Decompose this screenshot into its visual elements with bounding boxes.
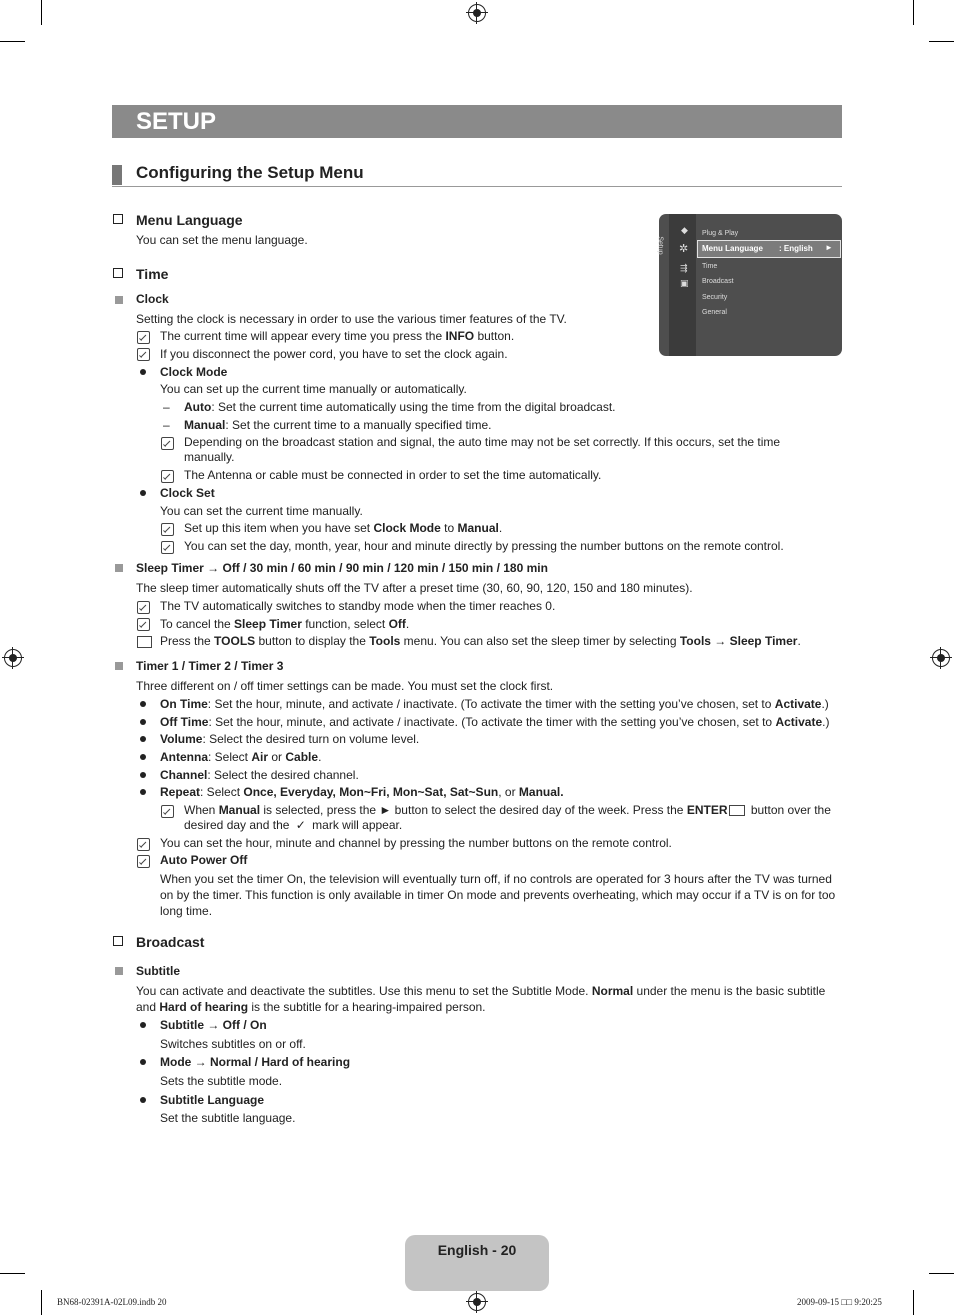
tv-menu-selected-value: : English [779,244,813,253]
clock-desc: Setting the clock is necessary in order to use the various timer features of the TV. [136,312,567,326]
registration-mark-icon [468,1293,486,1311]
clock-note-1: The current time will appear every time you press the INFO button. [160,329,515,343]
note-icon [161,523,174,536]
bullet-dot-icon [140,369,146,375]
subtitle-item-1-desc: Switches subtitles on or off. [160,1037,306,1051]
clock-note-2: If you disconnect the power cord, you have to set the clock again. [160,347,508,361]
subtitle-item-2-desc: Sets the subtitle mode. [160,1074,283,1088]
clock-mode-heading: Clock Mode [160,365,228,379]
sleep-timer-desc: The sleep timer automatically shuts off the TV after a preset time (30, 60, 90, 120, 150 and 180 minutes). [136,581,693,595]
timer-volume: Volume: Select the desired turn on volume level. [160,732,420,746]
clock-heading: Clock [136,292,169,306]
registration-mark-icon [468,4,486,22]
picture-icon: ◆ [681,225,688,235]
bullet-dot-icon [140,772,146,778]
print-date: 2009-09-15 □□ 9:20:25 [797,1297,882,1307]
tv-menu-item: Time [702,263,718,270]
bullet-dot-icon [140,490,146,496]
timers-desc: Three different on / off timer settings can be made. You must set the clock first. [136,679,554,693]
timers-note-numbers: You can set the hour, minute and channel by pressing the number buttons on the remote control. [160,836,672,850]
clock-set-note-2: You can set the day, month, year, hour and minute directly by pressing the number buttons on the remote control. [184,539,784,553]
subtitle-item-3-heading: Subtitle Language [160,1093,265,1107]
bullet-dot-icon [140,1097,146,1103]
subtitle-item-3-desc: Set the subtitle language. [160,1111,296,1125]
note-icon [137,838,150,851]
crop-mark [929,41,954,42]
clock-set-note-1: Set up this item when you have set Clock Mode to Manual. [184,521,503,535]
section-marker [112,165,122,185]
bullet-dot-icon [140,701,146,707]
crop-mark [0,1273,25,1274]
crop-mark [913,0,914,25]
crop-mark [913,1290,914,1315]
menu-language-heading: Menu Language [136,212,243,228]
page-number: English - 20 [437,1242,517,1258]
timer-channel: Channel: Select the desired channel. [160,768,359,782]
tv-menu-item: Plug & Play [702,230,739,237]
arrow-right-icon: ► [825,243,833,252]
bullet-dot-icon [140,736,146,742]
square-bullet-icon [115,564,123,572]
bullet-dot-icon [140,719,146,725]
tools-icon [137,636,152,648]
input-icon: ⇶ [680,263,688,273]
timer-off-time: Off Time: Set the hour, minute, and activate / inactivate. (To activate the timer with the setting you’ve chosen, set to Activate.) [160,715,830,729]
subtitle-heading: Subtitle [136,964,180,978]
time-heading: Time [136,266,169,282]
section-title: Configuring the Setup Menu [136,163,364,182]
clock-set-heading: Clock Set [160,486,215,500]
bullet-dot-icon [140,754,146,760]
square-bullet-icon [115,296,123,304]
checkbox-bullet-icon [113,214,123,224]
clock-mode-auto: Auto: Set the current time automatically using the time from the digital broadcast. [184,400,616,414]
header-bar [112,105,842,138]
note-icon [137,618,150,631]
subtitle-item-1-heading: Subtitle → Off / On [160,1018,267,1032]
square-bullet-icon [115,662,123,670]
auto-power-off-heading: Auto Power Off [160,853,248,867]
crop-mark [41,0,42,25]
clock-mode-manual: Manual: Set the current time to a manually specified time. [184,418,492,432]
tv-menu-item-selected: Menu Language [702,244,763,253]
sleep-timer-heading: Sleep Timer → Off / 30 min / 60 min / 90 min / 120 min / 150 min / 180 min [136,561,548,575]
note-icon [161,470,174,483]
bullet-dot-icon [140,1022,146,1028]
subtitle-item-2-heading: Mode → Normal / Hard of hearing [160,1055,351,1069]
page-title: SETUP [136,108,217,135]
support-icon: ▣ [680,278,689,288]
clock-mode-note-1: Depending on the broadcast station and signal, the auto time may not be set correctly. If this occurs, set the time manually. [184,435,781,464]
note-icon [137,601,150,614]
dash-bullet: – [163,400,170,414]
auto-power-off-desc: When you set the timer On, the television will eventually turn off, if no controls are operated for 3 hours after the TV was turned on by the timer. This function is only available in timer On mode and prevents overheating, which may occur if a TV is on for too long time. [160,872,836,918]
square-bullet-icon [115,967,123,975]
registration-mark-icon [4,649,22,667]
clock-mode-note-2: The Antenna or cable must be connected in order to set the time automatically. [184,468,602,482]
timer-repeat: Repeat: Select Once, Everyday, Mon~Fri, Mon~Sat, Sat~Sun, or Manual. [160,785,564,799]
checkbox-bullet-icon [113,268,123,278]
clock-set-desc: You can set the current time manually. [160,504,363,518]
sleep-timer-note-2: To cancel the Sleep Timer function, select Off. [160,617,410,631]
menu-language-desc: You can set the menu language. [136,233,308,247]
timer-on-time: On Time: Set the hour, minute, and activate / inactivate. (To activate the timer with the setting you’ve chosen, set to Activate.) [160,697,829,711]
section-divider [112,186,842,187]
gear-icon: ✲ [679,243,689,255]
enter-icon [729,805,745,816]
registration-mark-icon [932,649,950,667]
tv-menu-side-label: Setup [656,236,664,255]
checkbox-bullet-icon [113,936,123,946]
note-icon [161,541,174,554]
repeat-note-line-1: When Manual is selected, press the ► button to select the desired day of the week. Press the ENTER button over the [184,803,831,817]
note-icon [137,348,150,361]
timer-antenna: Antenna: Select Air or Cable. [160,750,322,764]
tv-menu-item: Broadcast [702,278,734,285]
note-icon [161,437,174,450]
dash-bullet: – [163,418,170,432]
subtitle-desc: You can activate and deactivate the subtitles. Use this menu to set the Subtitle Mode. Normal under the menu is the basic subtitle and Hard of hearing is the subtitle for a hearing-impaired person. [136,984,826,1014]
tv-menu-item: General [702,309,727,316]
bullet-dot-icon [140,789,146,795]
print-file-name: BN68-02391A-02L09.indb 20 [57,1297,167,1307]
sleep-timer-note-1: The TV automatically switches to standby mode when the timer reaches 0. [160,599,556,613]
crop-mark [41,1290,42,1315]
crop-mark [0,41,25,42]
note-icon [137,855,150,868]
repeat-note-line-2: desired day and the ✓ mark will appear. [184,818,403,832]
note-icon [137,331,150,344]
broadcast-heading: Broadcast [136,934,205,950]
tv-setup-menu-screenshot [656,214,842,356]
clock-mode-desc: You can set up the current time manually or automatically. [160,382,467,396]
check-icon: ✓ [295,818,306,832]
sleep-timer-tools-note: Press the TOOLS button to display the Tools menu. You can also set the sleep timer by selecting Tools → Sleep Timer. [160,634,801,648]
bullet-dot-icon [140,1059,146,1065]
tv-menu-item: Security [702,294,728,301]
note-icon [161,805,174,818]
timers-heading: Timer 1 / Timer 2 / Timer 3 [136,659,284,673]
crop-mark [929,1273,954,1274]
